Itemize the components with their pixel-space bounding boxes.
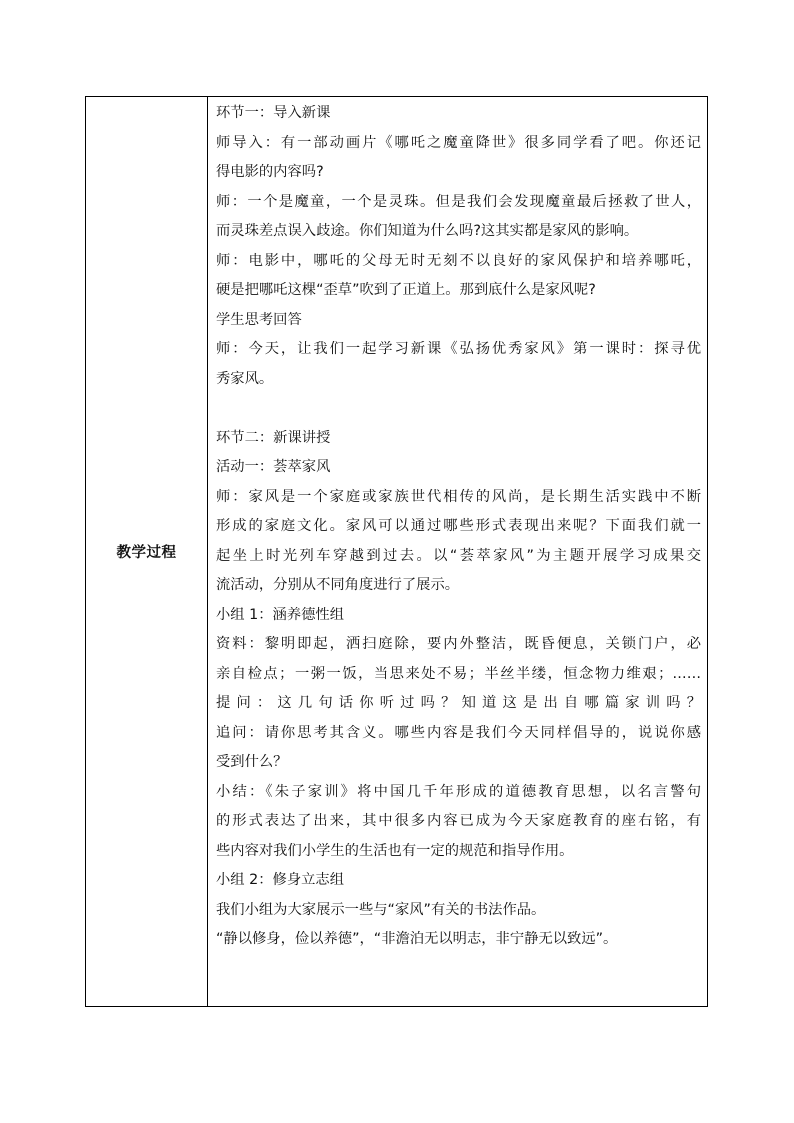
text-line: 活动一：荟萃家风 xyxy=(216,459,331,475)
text-line: 师导入：有一部动画片《哪吒之魔童降世》很多同学看了吧。你还记 xyxy=(216,134,701,151)
text-line: 环节二：新课讲授 xyxy=(216,429,331,446)
text-line: 的形式表达了出来，其中很多内容已成为今天家庭教育的座右铭，有 xyxy=(216,813,701,829)
text-line: 小组 2：修身立志组 xyxy=(216,872,345,888)
row-label: 教学过程 xyxy=(116,545,177,561)
lesson-table xyxy=(85,96,708,1007)
text-line: 而灵珠差点误入歧途。你们知道为什么吗?这其实都是家风的影响。 xyxy=(216,223,639,239)
text-line: 受到什么？ xyxy=(216,754,288,770)
text-line: 亲自检点；一粥一饭，当思来处不易；半丝半缕，恒念物力维艰；…… xyxy=(216,665,701,682)
text-line: 些内容对我们小学生的生活也有一定的规范和指导作用。 xyxy=(216,842,574,859)
row-label-cell xyxy=(86,97,208,1006)
content-cell xyxy=(208,97,707,1006)
text-line: 形成的家庭文化。家风可以通过哪些形式表现出来呢？下面我们就一 xyxy=(216,518,701,534)
text-line: 追问：请你思考其含义。哪些内容是我们今天同样倡导的，说说你感 xyxy=(216,724,701,741)
text-line: 师：家风是一个家庭或家族世代相传的风尚，是长期生活实践中不断 xyxy=(216,488,701,505)
text-line: 环节一：导入新课 xyxy=(216,105,331,121)
text-line: 师：一个是魔童，一个是灵珠。但是我们会发现魔童最后拯救了世人， xyxy=(216,193,701,210)
text-line: 提问：这几句话你听过吗？知道这是出自哪篇家训吗？ xyxy=(216,695,701,711)
text-line: 秀家风。 xyxy=(216,370,274,387)
text-line: 流活动，分别从不同角度进行了展示。 xyxy=(216,577,460,593)
text-line: 得电影的内容吗? xyxy=(216,164,324,180)
text-line: “静以修身，俭以养德”，“非澹泊无以明志，非宁静无以致远”。 xyxy=(216,931,618,947)
text-line: 小组 1：涵养德性组 xyxy=(216,606,345,623)
text-line: 资料：黎明即起，洒扫庭除，要内外整洁，既昏便息，关锁门户，必 xyxy=(216,636,701,652)
text-line: 我们小组为大家展示一些与“家风”有关的书法作品。 xyxy=(216,901,546,918)
text-line: 师：今天，让我们一起学习新课《弘扬优秀家风》第一课时：探寻优 xyxy=(216,341,701,357)
blank-line xyxy=(216,394,701,424)
text-line: 硬是把哪吒这棵“歪草”吹到了正道上。那到底什么是家风呢? xyxy=(216,282,596,298)
text-line: 起坐上时光列车穿越到过去。以“荟萃家风”为主题开展学习成果交 xyxy=(216,547,701,564)
text-line: 师：电影中，哪吒的父母无时无刻不以良好的家风保护和培养哪吒， xyxy=(216,252,701,269)
text-line: 学生思考回答 xyxy=(216,311,302,328)
text-line: 小结：《朱子家训》将中国几千年形成的道德教育思想，以名言警句 xyxy=(216,783,701,800)
